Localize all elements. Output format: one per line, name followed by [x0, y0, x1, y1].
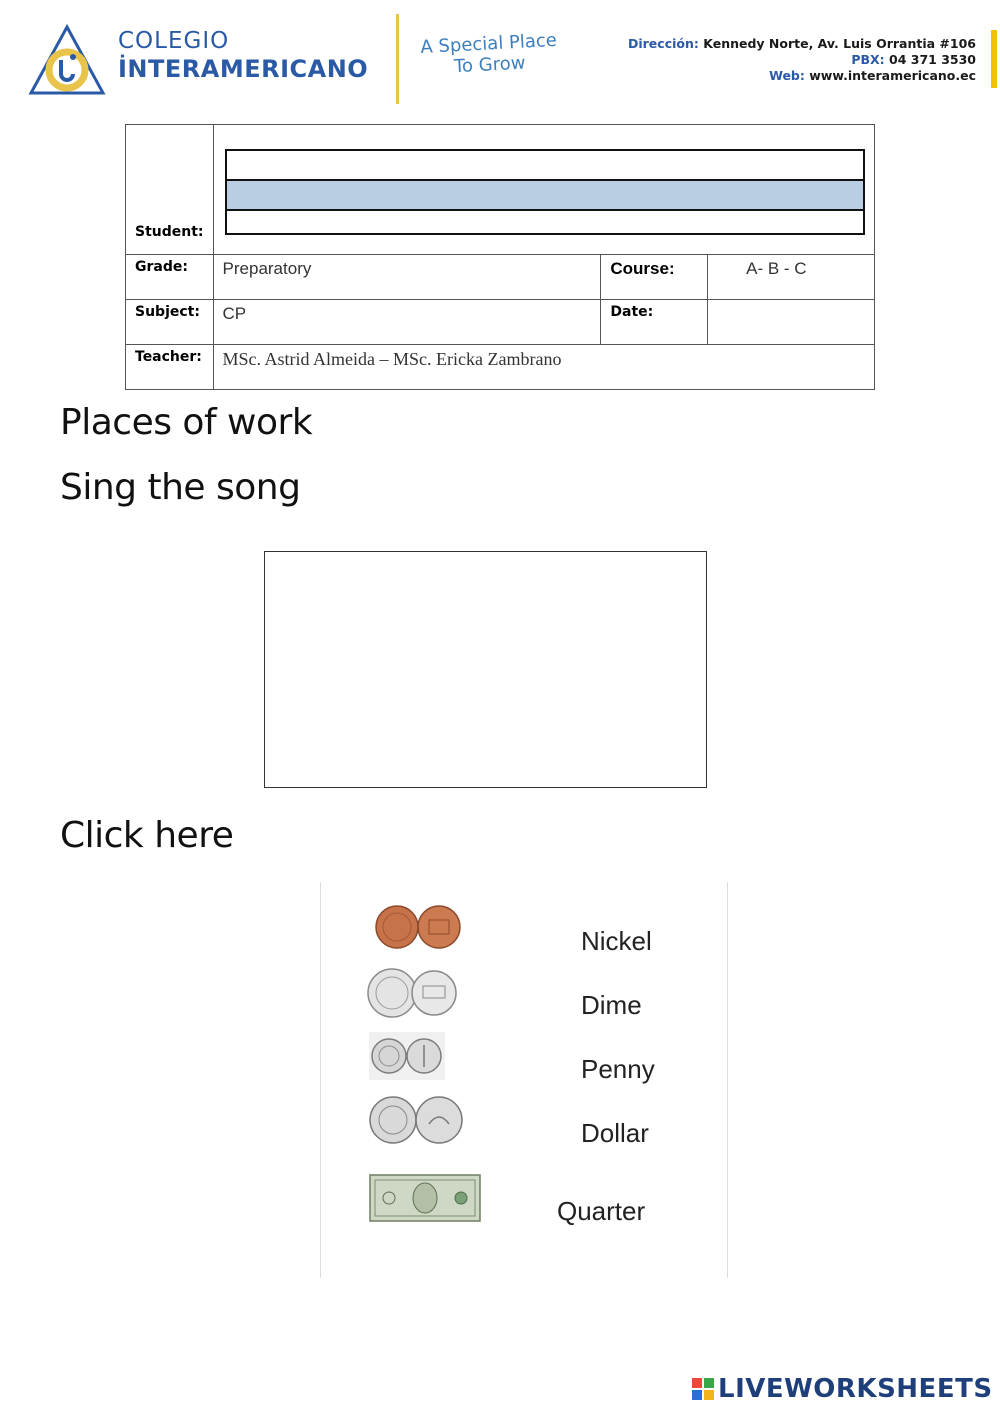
header-accent-bar [991, 30, 997, 88]
slogan-line2: To Grow [453, 52, 526, 77]
liveworksheets-logo-icon [692, 1378, 714, 1400]
student-name-band [227, 179, 863, 211]
word-quarter[interactable]: Quarter [557, 1196, 646, 1226]
teacher-value: MSc. Astrid Almeida – MSc. Ericka Zambrano [213, 345, 874, 390]
phone-value: 04 371 3530 [889, 52, 976, 67]
address-value: Kennedy Norte, Av. Luis Orrantia #106 [703, 36, 976, 51]
teacher-label: Teacher: [126, 345, 214, 390]
word-dollar[interactable]: Dollar [581, 1118, 649, 1148]
web-label: Web: [769, 68, 805, 83]
subject-value: CP [213, 300, 601, 345]
dime-coins-image[interactable] [369, 1032, 445, 1080]
word-nickel[interactable]: Nickel [581, 926, 652, 956]
date-value[interactable] [708, 300, 875, 345]
address-label: Dirección: [627, 36, 699, 51]
course-label: Course: [601, 255, 708, 300]
web-value: www.interamericano.ec [809, 68, 976, 83]
grade-label: Grade: [126, 255, 214, 300]
quarter-coins-image[interactable] [369, 1094, 465, 1146]
nickel-coins-image[interactable] [367, 966, 459, 1020]
grade-value: Preparatory [213, 255, 601, 300]
school-slogan [420, 31, 558, 79]
date-label: Date: [601, 300, 708, 345]
school-name [118, 30, 368, 81]
word-penny[interactable]: Penny [581, 1054, 655, 1084]
contact-info [628, 36, 976, 84]
student-label: Student: [126, 125, 214, 255]
student-name-cell [213, 125, 874, 255]
word-dime[interactable]: Dime [581, 990, 642, 1020]
liveworksheets-footer [692, 1374, 993, 1404]
student-info-table [125, 124, 875, 390]
dollar-bill-image[interactable] [369, 1174, 481, 1222]
coin-matching-panel [320, 882, 728, 1278]
slogan-line1: A Special Place [419, 29, 558, 58]
song-video-box[interactable] [264, 551, 707, 788]
student-name-field[interactable] [225, 149, 865, 235]
school-logo [28, 24, 106, 96]
subject-label: Subject: [126, 300, 214, 345]
school-name-line1: COLEGIO [118, 28, 230, 54]
page-title: Places of work [60, 402, 313, 443]
page-subtitle: Sing the song [60, 467, 301, 508]
liveworksheets-brand: LIVEWORKSHEETS [718, 1374, 993, 1404]
penny-coins-image[interactable] [375, 902, 465, 952]
course-value: A- B - C [708, 255, 875, 300]
header-divider [396, 14, 399, 104]
school-name-line2: İNTERAMERICANO [118, 55, 369, 83]
phone-label: PBX: [851, 52, 885, 67]
click-here-link[interactable]: Click here [60, 815, 234, 856]
